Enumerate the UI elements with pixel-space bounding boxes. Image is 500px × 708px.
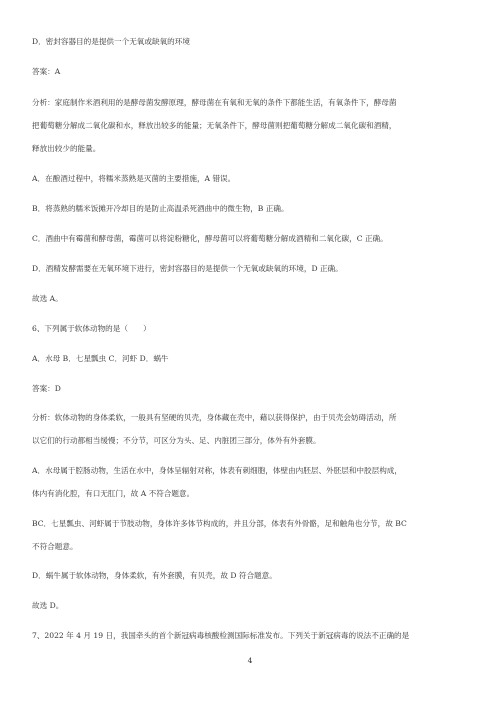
option-d-previous-question: D．密封容器目的是提供一个无氧或缺氧的环境 — [32, 37, 190, 46]
question-7-stem: 7、2022 年 4 月 19 日，我国牵头的首个新冠病毒核酸检测国际标准发布。下列关于新冠病毒的说法不正确的是 — [32, 631, 410, 640]
explanation-a: A．在酿酒过程中，将糯米蒸熟是灭菌的主要措施，A 错误。 — [32, 174, 236, 183]
page-number: 4 — [247, 656, 253, 665]
explanation-b: B．将蒸熟的糯米饭摊开冷却目的是防止高温杀死酒曲中的微生物，B 正确。 — [32, 204, 289, 213]
conclusion-line: 故选 D。 — [32, 601, 64, 610]
analysis-line-1: 分析：家庭制作米酒利用的是酵母菌发酵原理，酵母菌在有氧和无氧的条件下都能生活，有氧条件下，酵母菌 — [32, 98, 397, 107]
explanation-bc-line-2: 不符合题意。 — [32, 542, 78, 551]
analysis-line-1: 分析：软体动物的身体柔软，一般具有坚硬的贝壳，身体藏在壳中，藉以获得保护，由于贝壳会妨碍活动，所 — [32, 413, 397, 422]
question-6-stem: 6、下列属于软体动物的是（ ） — [32, 324, 151, 333]
explanation-d: D．酒精发酵需要在无氧环境下进行，密封容器目的是提供一个无氧或缺氧的环境，D 正确。 — [32, 264, 343, 273]
analysis-line-2: 把葡萄糖分解成二氧化碳和水，释放出较多的能量；无氧条件下，酵母菌则把葡萄糖分解成二氧化碳和酒精， — [32, 121, 397, 130]
analysis-line-3: 释放出较少的能量。 — [32, 144, 101, 153]
answer-line: 答案：D — [32, 384, 61, 393]
analysis-line-2: 以它们的行动都相当缓慢；不分节，可区分为头、足、内脏团三部分，体外有外套膜。 — [32, 436, 321, 445]
conclusion-line: 故选 A。 — [32, 294, 63, 303]
explanation-c: C．酒曲中有霉菌和酵母菌，霉菌可以将淀粉糖化，酵母菌可以将葡萄糖分解成酒精和二氧化碳，C 正确。 — [32, 234, 388, 243]
explanation-bc-line-1: BC．七星瓢虫、河虾属于节肢动物，身体许多体节构成的，并且分部，体表有外骨骼，足和触角也分节，故 BC — [32, 519, 407, 528]
explanation-a-line-2: 体内有消化腔，有口无肛门，故 A 不符合题意。 — [32, 489, 195, 498]
answer-line: 答案：A — [32, 67, 61, 76]
explanation-d: D．蜗牛属于软体动物，身体柔软，有外套膜，有贝壳，故 D 符合题意。 — [32, 571, 277, 580]
explanation-a-line-1: A．水母属于腔肠动物，生活在水中，身体呈辐射对称，体表有刺细胞，体壁由内胚层、外胚层和中胶层构成， — [32, 466, 402, 475]
question-6-options: A．水母 B．七星瓢虫 C．河虾 D．蜗牛 — [32, 354, 169, 363]
